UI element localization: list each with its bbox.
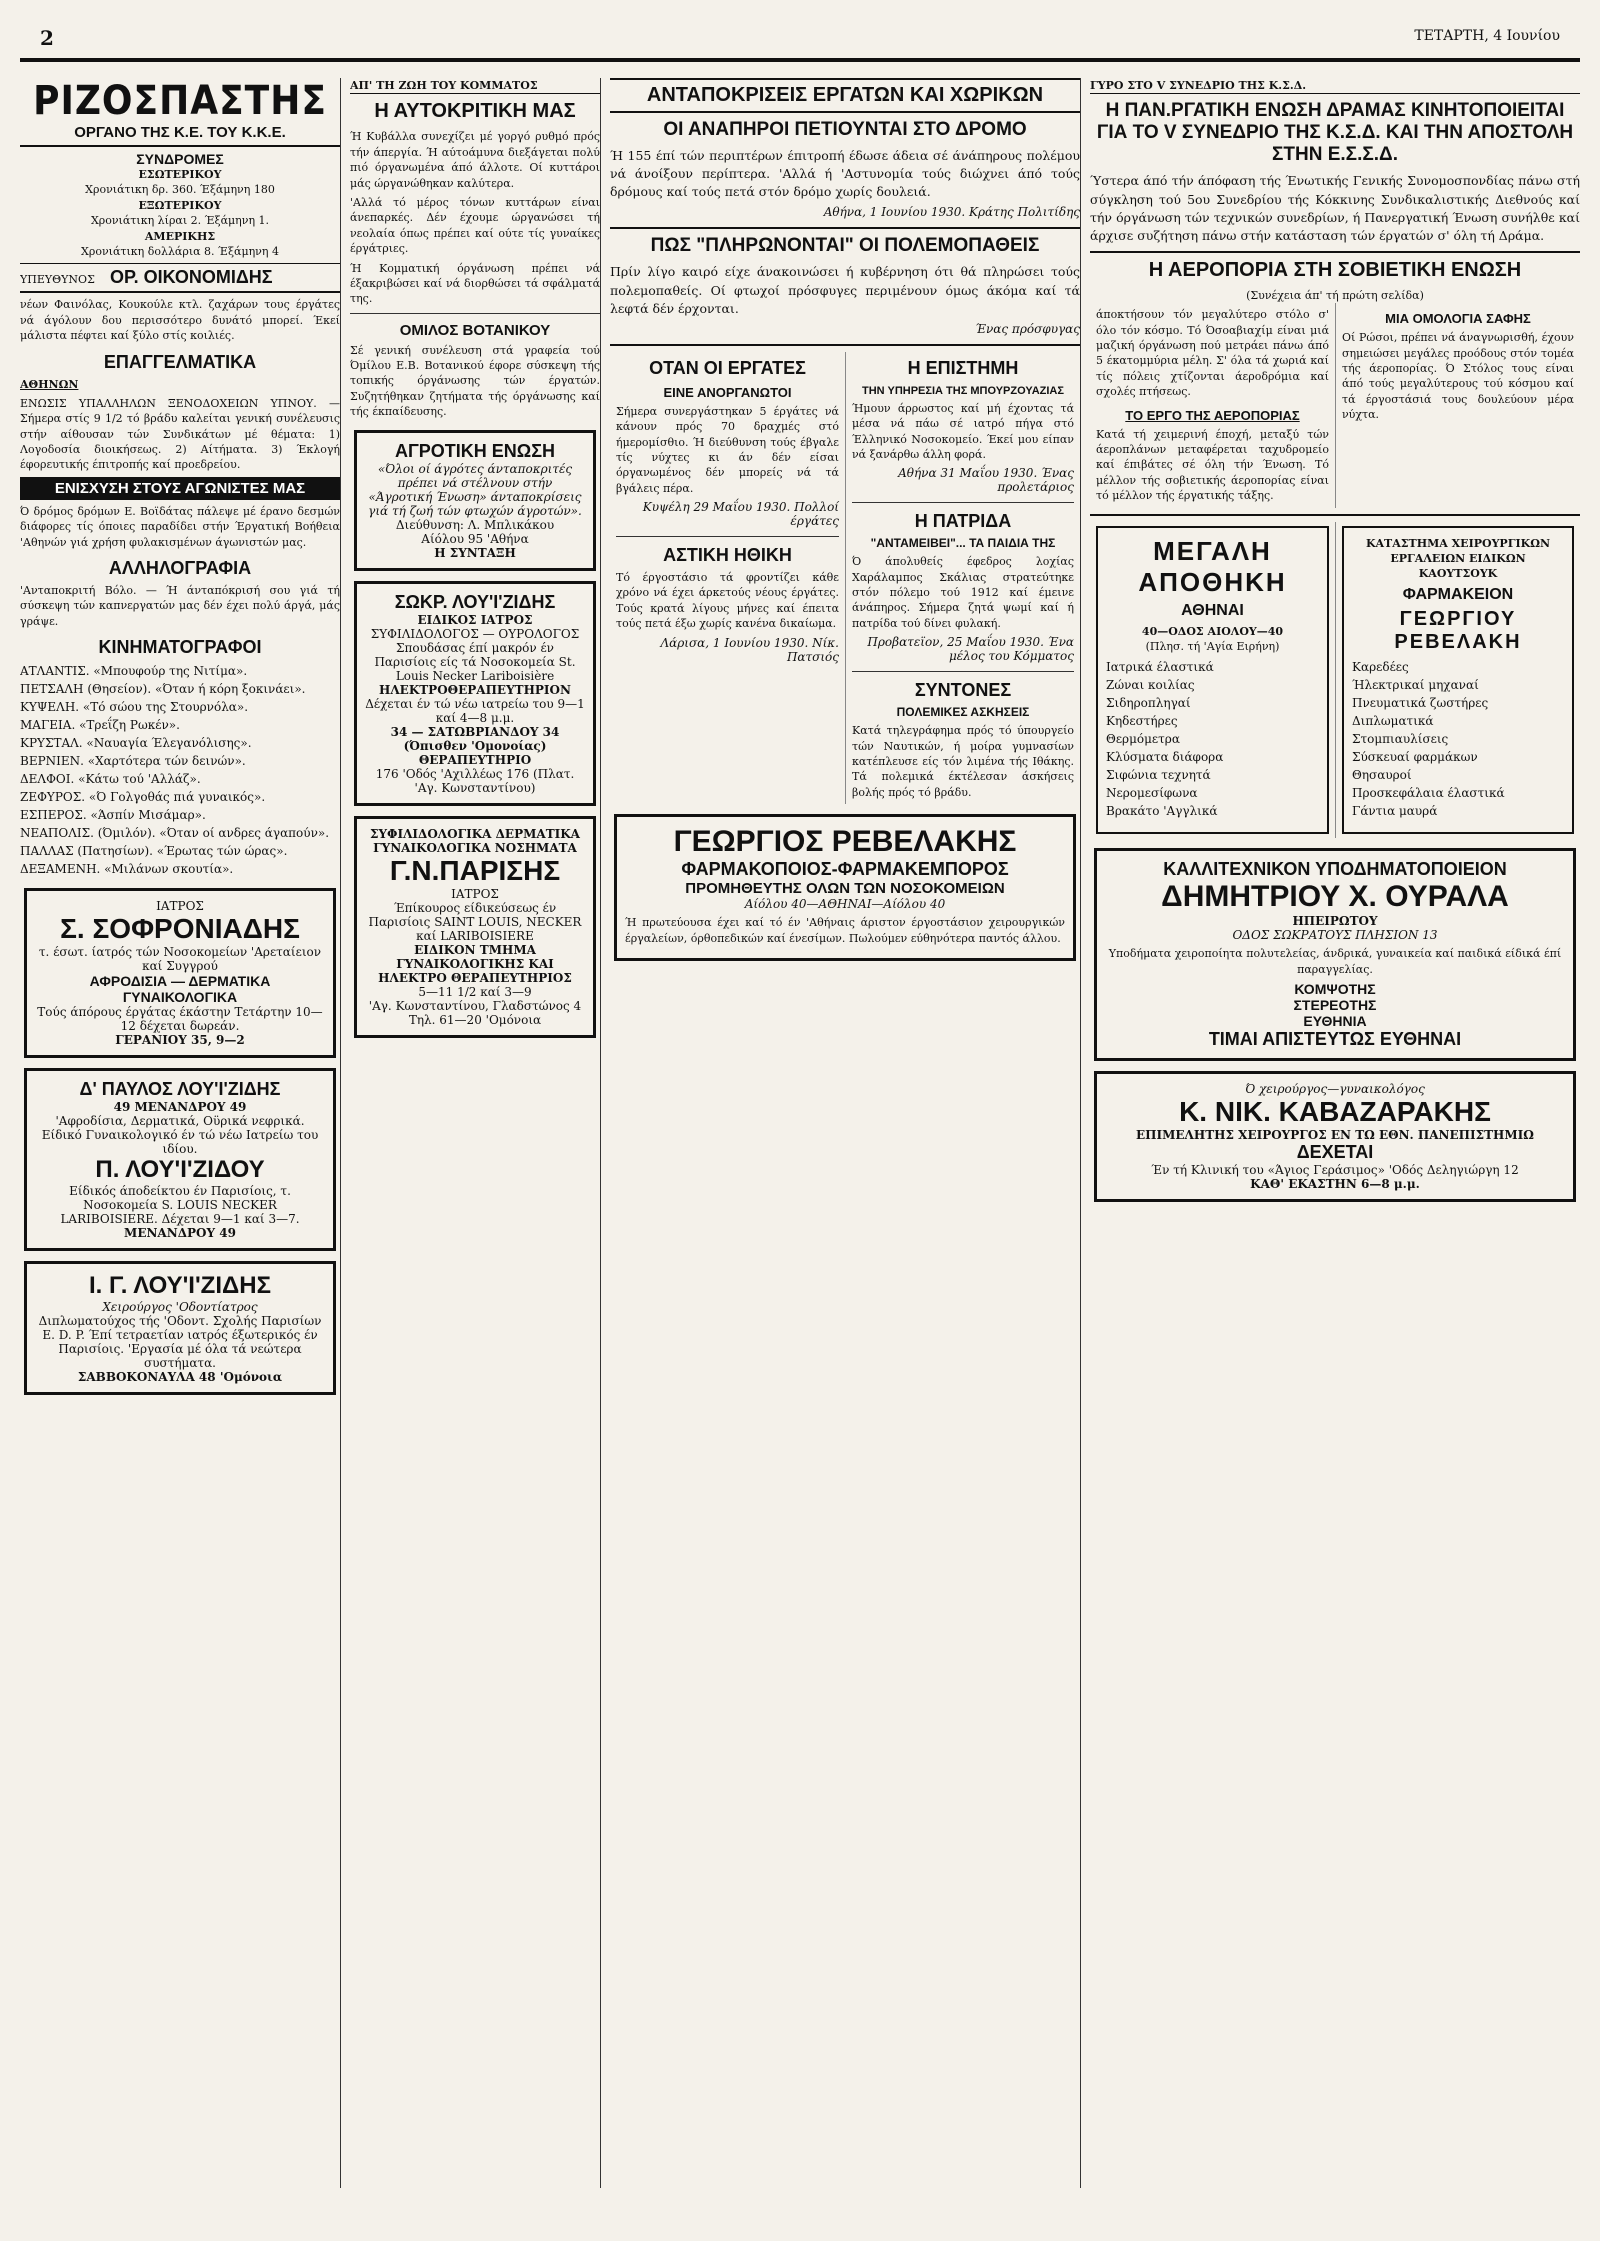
pharmacy-label: ΦΑΡΜΑΚΕΙΟΝ — [1402, 585, 1514, 603]
article-war-victims-text: Πρίν λίγο καιρό είχε άνακοινώσει ή κυβέρνηση ότι θά πληρώσει τούς πολεμοπαθείς. Οί φτωχοί πρόσφυγες περιμένουν όμως άκόμα καί τά λεφτά δέν έρχονται. — [610, 264, 1080, 316]
confession-title: ΜΙΑ ΟΜΟΛΟΓΙΑ ΣΑΦΗΣ — [1385, 311, 1531, 327]
self-critique-p2: 'Αλλά τό μέρος τόνων κυττάρων είναι άνεπαρκές. Δέν έχουμε ώργανώσει τή νεολαία όπως πρέπει καί ούτε τίς γυναίκες έργάτριες. — [350, 195, 600, 256]
doc-title: ΣΩΚΡ. ΛΟΥ'Ι'ΖΙΔΗΣ — [394, 591, 556, 612]
list-item: ΑΤΛΑΝΤΙΣ. «Μπουφούρ της Νιτίμα». — [20, 664, 248, 679]
struggle-text: Ό δρόμος δρόμων Ε. Βοϊδάτας πάλεψε μέ έρανο δεσμών διάφορες τίς όποιες παραδίδει στήν Έργατική Βοήθεια 'Αθηνών γιά χρήση φυλακισμένων άγωνιστών μας. — [20, 504, 340, 549]
list-item: Διπλωματικά — [1352, 713, 1434, 728]
list-item: Νερομεσίφωνα — [1106, 786, 1198, 801]
list-item: Προσκεφάλαια έλαστικά — [1352, 785, 1505, 800]
list-item: Ήλεκτρικαί μηχαναί — [1352, 677, 1479, 692]
article-workers-text: Σήμερα συνεργάστηκαν 5 έργάτες νά κάνουν πρός 70 δραχμές στό ήμερομίσθιο. Ή διεύθυνση τούς έβγαλε τίς νύχτες κι άν δέν είσαι όργανωμένος δέν μπορείς νά τά βγάλεις πέρα. — [616, 404, 839, 495]
parisis-text: Έπίκουρος είδικεύσεως έν Παρισίοις SAINT LOUIS, NECKER καί LARIBOISIERE — [368, 900, 582, 943]
editor-label: ΥΠΕΥΘΥΝΟΣ — [20, 273, 95, 287]
agrarian-title: ΑΓΡΟΤΙΚΗ ΕΝΩΣΗ — [394, 440, 556, 461]
parisis-address: 'Αγ. Κωνσταντίνου, Γλαδστώνος 4 — [368, 998, 582, 1013]
union-notice: ΕΝΩΣΙΣ ΥΠΑΛΛΗΛΩΝ ΞΕΝΟΔΟΧΕΙΩΝ ΥΠΝΟΥ. — Σήμερα στίς 9 1/2 τό βράδυ καλείται γενική συνέλευσις στήν αίθουσαν τών Συνδικάτων μέ θέματα: 1) Λογοδοσία διοικήσεως. 2) Αίτήματα. 3) Έκλογή έφορευτικής έπιτροπής καί προεδρείου. — [20, 396, 340, 472]
list-item: ΝΕΑΠΟΛΙΣ. (Όμιλόν). «Όταν οί ανδρες άγαπούν». — [20, 826, 330, 841]
ad3-address: ΣΑΒΒΟΚΟΝΑΥΛΑ 48 'Ομόνοια — [77, 1370, 283, 1385]
list-item: ΒΕΡΝΙΕΝ. «Χαρτότερα τών δεινών». — [20, 754, 246, 769]
surgeon-hours: ΚΑΘ' ΕΚΑΣΤΗΝ 6—8 μ.μ. — [1250, 1177, 1420, 1192]
ad3-text: Διπλωματούχος τής 'Οδοντ. Σχολής Παρισίων E. D. P. Έπί τετραετίαν ιατρός έξωτερικός έν Παρισίοις. 'Εργασία μέ όλα τά νεώτερα συστήματα. — [38, 1314, 322, 1371]
article-war-victims-title: ΠΩΣ "ΠΛΗΡΩΝΟΝΤΑΙ" ΟΙ ΠΟΛΕΜΟΠΑΘΕΙΣ — [650, 235, 1040, 257]
ad-surgeon — [1094, 1071, 1576, 1202]
ad2-address2: ΜΕΝΑΝΔΡΟΥ 49 — [124, 1226, 236, 1241]
doc-text: Σπουδάσας έπί μακρόν έν Παρισίοις είς τά Νοσοκομεία St. Louis Necker Lariboisière — [374, 640, 576, 683]
article-ethics-title: ΑΣΤΙΚΗ ΗΘΙΚΗ — [663, 545, 792, 566]
self-critique-p1: Ή Κυβάλλα συνεχίζει μέ γοργό ρυθμό πρός τήν άπεργία. Ή αύτοάμυνα διεξάγεται πολύ πιό όργανωμένα άπό άλλοτε. Οί κυττάροι μάς ώργανώθηκαν καλύτερα. — [350, 130, 600, 190]
newspaper-page — [20, 18, 1580, 2198]
revelakis-address: Αίόλου 40—ΑΘΗΝΑΙ—Αίόλου 40 — [744, 897, 946, 912]
self-critique-title: Η ΑΥΤΟΚΡΙΤΙΚΗ ΜΑΣ — [374, 100, 576, 123]
editor-name: ΟΡ. ΟΙΚΟΝΟΜΙΔΗΣ — [109, 267, 273, 288]
list-item: ΕΣΠΕΡΟΣ. «Άσπίν Μισάμαρ». — [20, 808, 206, 823]
parisis-phone: Τηλ. 61—20 'Ομόνοια — [408, 1012, 542, 1027]
professional-title: ΕΠΑΓΓΕΛΜΑΤΙΚΑ — [103, 351, 257, 372]
parisis-role: ΙΑΤΡΟΣ — [451, 886, 499, 901]
congress-section-head: ΓΥΡΟ ΣΤΟ V ΣΥΝΕΔΡΙΟ ΤΗΣ Κ.Σ.Δ. — [1090, 78, 1580, 94]
list-item: Ιατρικά έλαστικά — [1106, 660, 1214, 675]
ad-dentist — [24, 1261, 336, 1395]
shoe-text: Υποδήματα χειροποίητα πολυτελείας, άνδρικά, γυναικεία καί παιδικά είδικά έπί παραγγελίας. — [1108, 947, 1562, 976]
aviation-sub: ΤΟ ΕΡΓΟ ΤΗΣ ΑΕΡΟΠΟΡΙΑΣ — [1125, 407, 1300, 423]
congress-lead-title: Η ΠΑΝ.ΡΓΑΤΙΚΗ ΕΝΩΣΗ ΔΡΑΜΑΣ ΚΙΝΗΤΟΠΟΙΕΙΤΑΙ ΓΙΑ ΤΟ V ΣΥΝΕΔΡΙΟ ΤΗΣ Κ.Σ.Δ. ΚΑΙ ΤΗΝ ΑΠΟΣΤΟΛΗ ΣΤΗΝ Ε.Σ.Σ.Δ. — [1096, 100, 1574, 166]
doctor-name: Σ. ΣΟΦΡΟΝΙΑΔΗΣ — [60, 913, 300, 945]
warehouse-address: 40—ΟΔΟΣ ΑΙΟΛΟΥ—40 — [1141, 624, 1284, 638]
article-ethics-text: Τό έργοστάσιο τά φροντίζει κάθε χρόνο νά έχει άρκετούς νέους έργάτες. Τούς κρατά λίγους μήνες καί έπειτα τούς πετά έξω χωρίς κανένα δικαίωμα. — [616, 571, 839, 631]
agrarian-addr-label: Διεύθυνση: Λ. Μπλικάκου — [395, 517, 555, 532]
ad-louizidis — [24, 1068, 336, 1251]
list-item: Σιδηροπληγαί — [1106, 696, 1191, 711]
column-congress — [1090, 78, 1580, 2188]
intro-text: νέων Φαινόλας, Κουκούλε κτλ. ζαχάρων τους έργάτες νά άγόλουν δου περισσότερο δυνάτό μπορεί. Έκεί μάλιστα πέφτει καί ξύλο στίς κοιλιές. — [20, 298, 340, 343]
doc-therapy: ΗΛΕΚΤΡΟΘΕΡΑΠΕΥΤΗΡΙΟΝ — [379, 682, 571, 697]
domestic-rate: Χρονιάτικη δρ. 360. Έξάμηνη 180 — [85, 183, 275, 197]
america-rate: Χρονιάτικη δολλάρια 8. Έξάμηνη 4 — [81, 244, 279, 258]
foreign-title: ΕΞΩΤΕΡΙΚΟΥ — [138, 198, 222, 212]
article-disabled-title: ΟΙ ΑΝΑΠΗΡΟΙ ΠΕΤΙΟΥΝΤΑΙ ΣΤΟ ΔΡΟΜΟ — [663, 119, 1027, 140]
foreign-rate: Χρονιάτικη λίραι 2. Έξάμηνη 1. — [90, 214, 270, 228]
ad2-name2: Π. ΛΟΥ'Ι'ΖΙΔΟΥ — [95, 1156, 265, 1184]
doctor-specialty: ΑΦΡΟΔΙΣΙΑ — ΔΕΡΜΑΤΙΚΑ ΓΥΝΑΙΚΟΛΟΓΙΚΑ — [89, 973, 271, 1006]
list-item: Θησαυροί — [1352, 767, 1412, 782]
shoe-name: ΔΗΜΗΤΡΙΟΥ Χ. ΟΥΡΑΛΑ — [1161, 880, 1509, 914]
list-item: Βρακάτο 'Αγγλικά — [1106, 804, 1218, 819]
shoe-title: ΚΑΛΛΙΤΕΧΝΙΚΟΝ ΥΠΟΔΗΜΑΤΟΠΟΙΕΙΟΝ — [1163, 859, 1507, 880]
warehouse-note: (Πλησ. τή 'Αγία Ειρήνη) — [1145, 639, 1280, 653]
agrarian-addr: Αίόλου 95 'Αθήνα — [421, 531, 529, 546]
article-workers-title: ΟΤΑΝ ΟΙ ΕΡΓΑΤΕΣ — [649, 357, 806, 378]
article-homeland-title: Η ΠΑΤΡΙΔΑ — [914, 511, 1012, 532]
club-text: Σέ γενική συνέλευση στά γραφεία τού Όμίλου Ε.Β. Βοτανικού έφορε σύσκεψη τής τοπικής όργάνωσης τών έργατών. Συζητήθηκαν ζητήματα τής όργάνωσης καί τής έκπαίδευσης. — [350, 343, 600, 419]
list-item: ΜΑΓΕΙΑ. «Τρεΐζη Ρωκέν». — [20, 718, 180, 733]
doc-clinic-addr: 176 'Οδός 'Αχιλλέως 176 (Πλατ. 'Αγ. Κωνσταντίνου) — [375, 766, 575, 795]
ad-parisis — [354, 816, 596, 1038]
surgeon-title: ΕΠΙΜΕΛΗΤΗΣ ΧΕΙΡΟΥΡΓΟΣ ΕΝ ΤΩ ΕΘΝ. ΠΑΝΕΠΙΣΤΗΜΙΩ — [1136, 1128, 1534, 1143]
confession-text: Οί Ρώσοι, πρέπει νά άναγνωρισθή, έχουν σημειώσει μεγάλες προόδους στόν τομέα τής άεροπορίας. Ό Στόλος τους είναι άπό τούς μεγαλύτερους τού κόσμου καί τά έργοστάσιά τους δουλεύουν μέρα νύχτα. — [1342, 331, 1574, 422]
ad-shoemaker — [1094, 848, 1576, 1061]
list-item: ΔΕΞΑΜΕΝΗ. «Μιλάνων σκουτία». — [20, 862, 234, 877]
cinemas-title: ΚΙΝΗΜΑΤΟΓΡΑΦΟΙ — [98, 637, 262, 658]
ad-agrarian-union — [354, 430, 596, 571]
paper-name: ΡΙΖΟΣΠΑΣΤΗΣ — [33, 78, 327, 124]
list-item: Σύσκευαί φαρμάκων — [1352, 749, 1478, 764]
article-homeland-sub: "ΑΝΤΑΜΕΙΒΕΙ"... ΤΑ ΠΑΙΔΙΑ ΤΗΣ — [870, 536, 1056, 551]
ad-warehouse — [1096, 526, 1329, 835]
surgeon-name: Κ. ΝΙΚ. ΚΑΒΑΖΑΡΑΚΗΣ — [1179, 1096, 1491, 1128]
doctor-hours: Τούς άπόρους έργάτας έκάστην Τετάρτην 10—12 δέχεται δωρεάν. — [37, 1005, 323, 1034]
ad2-address: 49 ΜΕΝΑΝΔΡΟΥ 49 — [113, 1100, 247, 1115]
list-item: Καρεδέες — [1352, 659, 1409, 674]
struggle-title: ΕΝΙΣΧΥΣΗ ΣΤΟΥΣ ΑΓΩΝΙΣΤΕΣ ΜΑΣ — [20, 477, 340, 500]
surgeon-text: Έν τή Κλινική του «Άγιος Γεράσιμος» 'Οδός Δεληγιώργη 12 — [1151, 1163, 1519, 1178]
cinemas-list — [20, 662, 340, 878]
shoe-word: ΕΥΘΗΝΙΑ — [1303, 1013, 1367, 1030]
parisis-hours: 5—11 1/2 καί 3—9 — [418, 984, 532, 999]
article-exercises-sub: ΠΟΛΕΜΙΚΕΣ ΑΣΚΗΣΕΙΣ — [896, 705, 1030, 720]
agrarian-sign: Η ΣΥΝΤΑΞΗ — [434, 545, 516, 560]
doc-role: ΕΙΔΙΚΟΣ ΙΑΤΡΟΣ — [417, 612, 533, 627]
ad2-title: Δ' ΠΑΥΛΟΣ ΛΟΥ'Ι'ΖΙΔΗΣ — [79, 1079, 281, 1100]
shoe-address: ΟΔΟΣ ΣΩΚΡΑΤΟΥΣ ΠΛΗΣΙΟΝ 13 — [1232, 928, 1438, 943]
list-item: Ζώναι κοιλίας — [1106, 678, 1195, 693]
parisis-kicker: ΣΥΦΙΛΙΔΟΛΟΓΙΚΑ ΔΕΡΜΑΤΙΚΑ ΓΥΝΑΙΚΟΛΟΓΙΚΑ ΝΟΣΗΜΑΤΑ — [370, 826, 580, 855]
list-item: ΚΡΥΣΤΑΛ. «Ναυαγία Έλεγανόλισης». — [20, 736, 252, 751]
athens-label: ΑΘΗΝΩΝ — [20, 377, 79, 391]
aviation-cont: (Συνέχεια άπ' τή πρώτη σελίδα) — [1246, 288, 1424, 302]
column-party-life — [350, 78, 601, 2188]
doctor-label: ΙΑΤΡΟΣ — [156, 899, 204, 914]
article-workers-sub: ΕΙΝΕ ΑΝΟΡΓΑΝΩΤΟΙ — [663, 384, 792, 400]
america-title: ΑΜΕΡΙΚΗΣ — [144, 229, 216, 243]
ad-doctor-sofroniadis — [24, 888, 336, 1058]
column-correspondence — [610, 78, 1081, 2188]
correspondence-text: 'Ανταποκριτή Βόλο. — Ή άνταπόκρισή σου γιά τή σύσκεψη τών καπνεργατών μας δέν έχει πολύ άργά, μάς γράψε. — [20, 584, 340, 628]
ad2-text: 'Αφροδίσια, Δερματικά, Οϋρικά νεφρικά. Είδικό Γυναικολογικό έν τώ νέω Ιατρείω του ιδίου. — [41, 1114, 319, 1157]
shoe-origin: ΗΠΕΙΡΩΤΟΥ — [1292, 914, 1378, 929]
parisis-clinic: ΕΙΔΙΚΟΝ ΤΜΗΜΑ ΓΥΝΑΙΚΟΛΟΓΙΚΗΣ ΚΑΙ ΗΛΕΚΤΡΟ ΘΕΡΑΠΕΥΤΗΡΙΟΣ — [378, 942, 572, 985]
article-exercises-title: ΣΥΝΤΟΝΕΣ — [914, 680, 1012, 701]
correspondence-title: ΑΛΛΗΛΟΓΡΑΦΙΑ — [108, 558, 252, 579]
doctor-desc: τ. έσωτ. ίατρός τών Νοσοκομείων 'Αρεταίειον καί Συγγρού — [38, 945, 322, 974]
list-item: ΔΕΛΦΟΙ. «Κάτω τού 'Αλλάζ». — [20, 772, 201, 787]
article-war-victims-sign: Ένας πρόσφυγας — [975, 321, 1080, 336]
surgeon-accepts: ΔΕΧΕΤΑΙ — [1296, 1142, 1374, 1163]
article-disabled-text: Ή 155 έπί τών περιπτέρων έπιτροπή έδωσε άδεια σέ άνάπηρους πολέμου νά άνοίξουν περίπτερα. 'Αλλά ή 'Αστυνομία τούς διώχνει άπό τούς δρόμους καί τούς πετά στόν δρόμο χωρίς δουλειά. — [610, 148, 1080, 200]
list-item: Κηδεστήρες — [1106, 714, 1178, 729]
article-science-text: Ήμουν άρρωστος καί μή έχοντας τά μέσα νά πάω σέ ιατρό πήγα στό Έλληνικό Νοσοκομείο. Έκεί μου είπαν νά ξανάρθω άλλη φορά. — [852, 401, 1074, 461]
ad3-role: Χειρούργος 'Οδοντίατρος — [102, 1300, 258, 1315]
revelakis-text: Ή πρωτεύουσα έχει καί τό έν 'Αθήναις άριστον έργοστάσιον χειρουργικών έργαλείων, όρθοπεδικών καί ένεσίμων. Πωλούμεν εύθηνότερα παντός άλλου. — [625, 916, 1065, 945]
page-number: 2 — [40, 26, 54, 50]
party-life-header: ΑΠ' ΤΗ ΖΩΗ ΤΟΥ ΚΟΜΜΑΤΟΣ — [350, 78, 600, 94]
article-homeland-sign: Προβατεϊον, 25 Μαΐου 1930. Ένα μέλος του Κόμματος — [867, 635, 1074, 664]
list-item: Πνευματικά ζωστήρες — [1352, 695, 1489, 710]
article-homeland-text: Ό άπολυθείς έφεδρος λοχίας Χαράλαμπος Σκάλιας στρατεύτηκε στόν πόλεμο τού 1912 καί έμεινε άνάπηρος. Σήμερα ζητά ψωμί καί ή πατρίδα τού δίνει φυλακή. — [852, 555, 1074, 630]
list-item: Στομπιαυλίσεις — [1352, 731, 1449, 746]
congress-lead-text: Ύστερα άπό τήν άπόφαση τής Ένωτικής Γενικής Συνομοσπονδίας πάνω στή σύγκληση τού 5ου Συνεδρίου τής Κόκκινης Συνδικαλιστικής Διεθνούς καί τήν όργάνωση τών τεχνικών συνεδρίων, ή Πανεργατική Ένωση συνήλθε καί άρχισε συζήτηση πάνω στήν κατάσταση τών έργατών σ' όλη τή Δράμα. — [1090, 173, 1580, 243]
article-disabled-sign: Αθήνα, 1 Ιουνίου 1930. Κράτης Πολιτίδης — [823, 205, 1080, 220]
doc-hours: Δέχεται έν τώ νέω ιατρείω του 9—1 καί 4—8 μ.μ. — [365, 696, 585, 725]
self-critique-p3: Ή Κομματική όργάνωση πρέπει νά έξακριβώσει καί νά διορθώσει τά σφάλματά της. — [350, 261, 600, 306]
ad2-text2: Είδικός άποδείκτου έν Παρισίοις, τ. Νοσοκομεία S. LOUIS NECKER LARIBOISIERE. Δέχεται 9—1 καί 3—7. — [60, 1184, 300, 1227]
agrarian-text: «Όλοι οί άγρότες άνταποκριτές πρέπει νά στέλνουν στήν «Άγροτική Ένωση» άνταποκρίσεις γιά τή ζωή τών φτωχών άγροτών». — [368, 461, 582, 518]
list-item: Σιφώνια τεχνητά — [1106, 768, 1211, 783]
list-item: ΠΕΤΣΑΛΗ (Θησείον). «Όταν ή κόρη ξοκινάει». — [20, 682, 306, 697]
article-science-title: Η ΕΠΙΣΤΗΜΗ — [907, 357, 1019, 378]
correspondence-section-head: ΑΝΤΑΠΟΚΡΙΣΕΙΣ ΕΡΓΑΤΩΝ ΚΑΙ ΧΩΡΙΚΩΝ — [610, 78, 1080, 113]
article-science-sign: Αθήνα 31 Μαΐου 1930. Ένας προλετάριος — [898, 466, 1074, 495]
pharmacy-kicker: ΚΑΤΑΣΤΗΜΑ ΧΕΙΡΟΥΡΓΙΚΩΝ ΕΡΓΑΛΕΙΩΝ ΕΙΔΙΚΩΝ ΚΑΟΥΤΣΟΥΚ — [1365, 536, 1551, 581]
ad-doctor-sokr-louizidis — [354, 581, 596, 806]
issue-date: ΤΕΤΑΡΤΗ, 4 Ιουνίου — [1414, 28, 1560, 44]
aviation-text2: Κατά τή χειμερινή έποχή, μεταξύ τών άεροπλάνων μεταφέρεται ταχυδρομείο καί έπιβάτες σέ όλη τήν Ένωση. Τό μέλλον τής σοβιετικής άεροπορίας είναι τό μέλλον τής έργατικής τάξης. — [1096, 427, 1329, 503]
revelakis-line2: ΠΡΟΜΗΘΕΥΤΗΣ ΟΛΩΝ ΤΩΝ ΝΟΣΟΚΟΜΕΙΩΝ — [685, 880, 1005, 898]
aviation-title: Η ΑΕΡΟΠΟΡΙΑ ΣΤΗ ΣΟΒΙΕΤΙΚΗ ΕΝΩΣΗ — [1148, 258, 1522, 281]
revelakis-name: ΓΕΩΡΓΙΟΣ ΡΕΒΕΛΑΚΗΣ — [673, 825, 1017, 859]
club-title: ΟΜΙΛΟΣ ΒΟΤΑΝΙΚΟΥ — [399, 321, 551, 339]
ad-pharmacy-revelakis — [1342, 526, 1574, 834]
revelakis-line1: ΦΑΡΜΑΚΟΠΟΙΟΣ-ΦΑΡΜΑΚΕΜΠΟΡΟΣ — [681, 859, 1009, 880]
doc-clinic: ΘΕΡΑΠΕΥΤΗΡΙΟ — [418, 752, 532, 767]
list-item: Κλύσματα διάφορα — [1106, 750, 1224, 765]
subscriptions-title: ΣΥΝΔΡΟΜΕΣ — [136, 151, 224, 167]
aviation-text: άποκτήσουν τόν μεγαλύτερο στόλο σ' όλο τόν κόσμο. Τό Όσοαβιαχίμ είναι μιά μαζική όργάνωση πού μετράει πάνω άπό 5 έκατομμύρια μέλη. Σ' όλα τά χωριά καί τίς πόλεις χτίζονται άεροδρόμια καί σχολές πτήσεως. — [1096, 308, 1329, 399]
article-science-sub: ΤΗΝ ΥΠΗΡΕΣΙΑ ΤΗΣ ΜΠΟΥΡΖΟΥΑΖΙΑΣ — [862, 384, 1064, 397]
list-item: Θερμόμετρα — [1106, 732, 1180, 747]
warehouse-city: ΑΘΗΝΑΙ — [1181, 601, 1244, 619]
article-exercises-text: Κατά τηλεγράφημα πρός τό ύπουργείο τών Ναυτικών, ή μοίρα γυμνασίων κατέπλευσε είς τόν λιμένα τής Ιθάκης. Τά πολεμικά έκτέλεσαν άσκήσεις βολής πρός τό βράδυ. — [852, 724, 1074, 799]
list-item: ΚΥΨΕΛΗ. «Τό σώου της Στουρνόλα». — [20, 700, 249, 715]
masthead — [20, 18, 1580, 62]
doc-specialty: ΣΥΦΙΛΙΔΟΛΟΓΟΣ — ΟΥΡΟΛΟΓΟΣ — [370, 626, 580, 641]
column-left — [20, 78, 341, 2188]
article-workers-sign: Κυψέλη 29 Μαΐου 1930. Πολλοί έργάτες — [642, 500, 839, 529]
parisis-name: Γ.Ν.ΠΑΡΙΣΗΣ — [389, 854, 561, 886]
doc-address: 34 — ΣΑΤΩΒΡΙΑΝΔΟΥ 34 (Όπισθεν 'Ομονοίας) — [390, 724, 560, 753]
pharmacy-name: ΓΕΩΡΓΙΟΥ ΡΕΒΕΛΑΚΗ — [1394, 607, 1522, 653]
list-item: ΠΑΛΛΑΣ (Πατησίων). «Έρωτας τών ώρας». — [20, 844, 288, 859]
surgeon-role: Ό χειρούργος—γυναικολόγος — [1245, 1082, 1425, 1097]
shoe-footer: ΤΙΜΑΙ ΑΠΙΣΤΕΥΤΩΣ ΕΥΘΗΝΑΙ — [1208, 1029, 1462, 1050]
paper-organ: ΟΡΓΑΝΟ ΤΗΣ Κ.Ε. ΤΟΥ Κ.Κ.Ε. — [20, 124, 340, 147]
warehouse-title: ΜΕΓΑΛΗ ΑΠΟΘΗΚΗ — [1138, 535, 1287, 597]
ad3-title: Ι. Γ. ΛΟΥ'Ι'ΖΙΔΗΣ — [88, 1272, 271, 1300]
article-ethics-sign: Λάρισα, 1 Ιουνίου 1930. Νίκ. Πατσιός — [660, 635, 839, 664]
shoe-word: ΚΟΜΨΟΤΗΣ — [1294, 981, 1376, 998]
list-item: ΖΕΦΥΡΟΣ. «Ό Γολγοθάς πιά γυναικός». — [20, 790, 266, 805]
list-item: Γάντια μαυρά — [1352, 803, 1438, 818]
domestic-title: ΕΣΩΤΕΡΙΚΟΥ — [138, 168, 222, 181]
doctor-address: ΓΕΡΑΝΙΟΥ 35, 9—2 — [115, 1033, 245, 1048]
shoe-word: ΣΤΕΡΕΟΤΗΣ — [1293, 997, 1377, 1014]
ad-revelakis-pharmacist — [614, 814, 1076, 961]
